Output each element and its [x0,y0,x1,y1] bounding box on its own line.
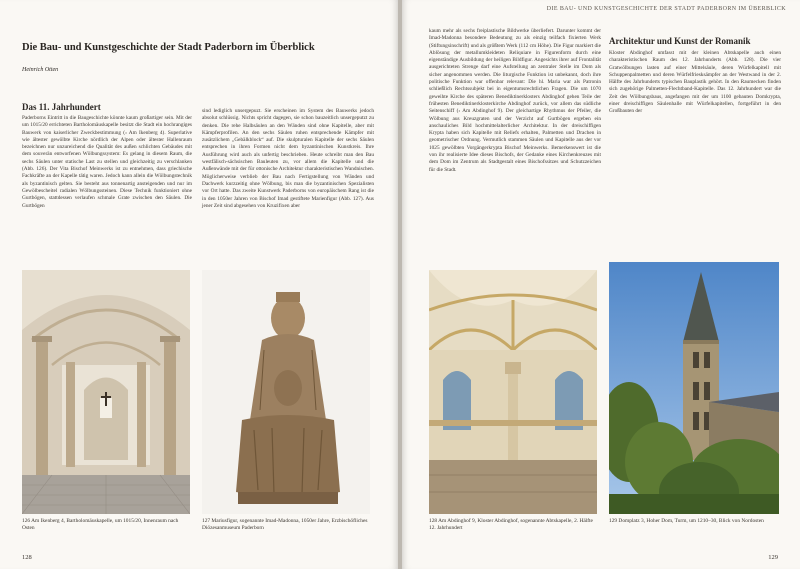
left-text-column-2 [202,108,374,266]
section-heading-11th-century: Das 11. Jahrhundert [22,102,101,112]
right-text-column-1 [429,28,601,258]
left-column-2-text: sind lediglich unsergepuzt. Sie erscheinen im System des Bauwerks jedoch absolut schlüssig. Nichts spricht dagegen, sie schon bauzeitlich unsergeputzt zu denken. Die rehe Halbsäulen an den Wänden sind ohne Kapitelle, aber mit Kämpferprofilen. An den sechs Säulen ruhen entsprechende Kämpfer mit zusätzlichem „Gebälkblock“ auf. Die skulpturalen Kapitelle der sechs Säulen entsprechen in ihren Formen nicht dem byzantinischen Kunstkreis. Ihre Ausführung wird auch als unfertig beschrieben. Heute schreibt man den Bau westfälisch-sächsischen Bauleuten zu, vor allem die Kapitelle und die Außenwände mit der für ottonische Architektur charakteristischen Wandnischen. Möglicherweise verblieb der Bau nach Fertigstellung von Wänden und Dachwerk kurzzeitig ohne Wölbung, bis man die byzantinischen Spezialisten vor Ort hatte. Das zweite Kunstwerk Paderborns von europäischem Rang ist die in den 1050er Jahren von Bischof Imad gestiftete Marienfigur (Abb. 127). Aus jener Zeit sind abgesehen von Kruzifixen aber [202,108,374,209]
right-page [402,0,800,569]
page-number-left: 128 [22,554,32,561]
author-name: Heinrich Otten [22,67,59,73]
left-page [0,0,398,569]
right-column-2-text: Kloster Abdinghof umfasst mit der kleinen Abtskapelle auch einen charakteristischen Raum des 12. Jahrhunderts (Abb. 128). Die vier Gratwölbungen lasten auf einer Mittelsäule, deren Würfelkapitell mit Schuppenpalmetten und deren Würfelfriesksämpfer an der Westwand in der 2. Hälfte des Jahrhunderts typischen Bauplastik gehört. In den Raumecken finden sich zugehörige Palmetten-Flechtband-Kapitelle. Das 12. Jahrhundert war die Zeit des Wölbungsbaus, angefangen mit der um 1100 gebauten Domkrypta, einer dreischiffigen Säulenhalle mit Würfelkapitellen, fortgeführt in den Großbauten der [609,50,781,115]
photo-bartholomaeuskapelle [22,270,190,514]
chapter-title: Die Bau- und Kunstgeschichte der Stadt Paderborn im Überblick [22,42,315,53]
photo-dom-tower [609,262,779,514]
caption-fig-127: 127 Mariusfigur, sogenannte Imad-Madonna, 1050er Jahre, Erzbischöfliches Diözesanmuseum Paderborn [202,518,368,531]
photo-imad-madonna [202,270,370,514]
caption-fig-128: 128 Am Abdinghof 9, Kloster Abdinghof, sogenannte Abtskapelle, 2. Hälfte 12. Jahrhundert [429,518,593,531]
left-column-1-text: Paderborns Eintritt in die Baugeschichte könnte kaum großartiger sein. Mit der um 1015/20 errichteten Bartholomäuskapelle besitzt die Stadt ein hochrangiges Bauwerk von kaiserlicher Zweckbestimmung (› Am Ikenberg 4). Superlative wie ältester gewölbte Kirche nördlich der Alpen oder ältester Hallenraum bezeichnen nur unzureichend die Qualität des außen schlichten Gebäudes mit dem souverän entworfenen Wölbungssystem: Es gelang in diesem Raum, die sechs Säulen unter statische Last zu stellen und gleichzeitig zu verschlanken (Abb. 126). Der Vita Bischof Meinwerks ist zu entnehmen, dass griechische Fachkräfte an der Kapelle tätig waren. Jedoch kann allein die Wölbungstechnik als byzantinisch gelten. Sie besteht aus tonnenartig ansteigenden und nur im Gewölbescheitel radialen Wölbungssteinen. Diese Technik funktioniert ohne Gurtbögen, stattdessen verlaufen schmale Grate zwischen den Säulen. Die Gurtbögen [22,115,192,209]
caption-fig-126: 126 Am Ikenberg 4, Bartholomäuskapelle, um 1015/20, Innenraum nach Osten [22,518,179,531]
section-heading-romanik: Architektur und Kunst der Romanik [609,36,751,46]
left-text-column-1 [22,115,192,255]
right-text-column-2 [609,50,781,150]
right-column-1-text: kaum mehr als sechs freiplastische Bildwerke überliefert. Darunter kommt der Imad-Madonna besondere Bedeutung zu als einzig teilfach fixierten Werk (Stiftungsinschrift) und als größtem Werk (112 cm Höhe). Die Figur markiert die Ablösung der metallumkleideten Reliquiare in Figurenform durch eine eigenständige Ausbildung der heiligen Bildfigur. Angesichts ihrer auf Frontalität ausgerichteten Strenge darf eine Aufstellung an zentraler Stelle im Dom als sicher angenommen werden. Die liturgische Funktion ist unbekannt, doch ihre politische Funktion war offenbar relevant: Die hl. Maria war als Patronin schließlich Rechtssubjekt bei in eigentumsrechtlichen Fragen. Die um 1070 geweihte Kirche des späteren Benediktinerklosters Abdinghof gehen Teile der frühesten Benediktinerklosterkirche Abdinghof zurück, vor allem das südliche Seitenschiff (› Am Abdinghof 9). Der gleichartige Rhythmus der Pfeiler, die Wölbung aus Kreuzgraten und der Verzicht auf Gurtbögen ergeben ein anschauliches Bild hochmittelalterlicher Architektur. In der dreischiffigen Krypta haben sich Kapitelle mit Reliefs erhalten, Palmetten und Drachen in geometrischer Ordnung. Vermutlich stammen Säulen und Kapitelle aus der vor 1025 gewölbten Vorgängerkrypta Bischof Meinwerks. Bemerkenswert ist die von ihr realisierte Idee dieses Bischofs, der Gedanke eines Kirchenkreuzes mit dem Dom im Zentrum als Stadtgestalt eines Bischofssitzes und Schutzzeichen für die Stadt. [429,28,601,173]
caption-fig-129: 129 Domplatz 3, Hoher Dom, Turm, um 1210–30, Blick von Nordosten [609,518,764,524]
running-head: DIE BAU- UND KUNSTGESCHICHTE DER STADT PADERBORN IM ÜBERBLICK [546,6,786,12]
photo-abtskapelle [429,270,597,514]
page-number-right: 129 [768,554,778,561]
